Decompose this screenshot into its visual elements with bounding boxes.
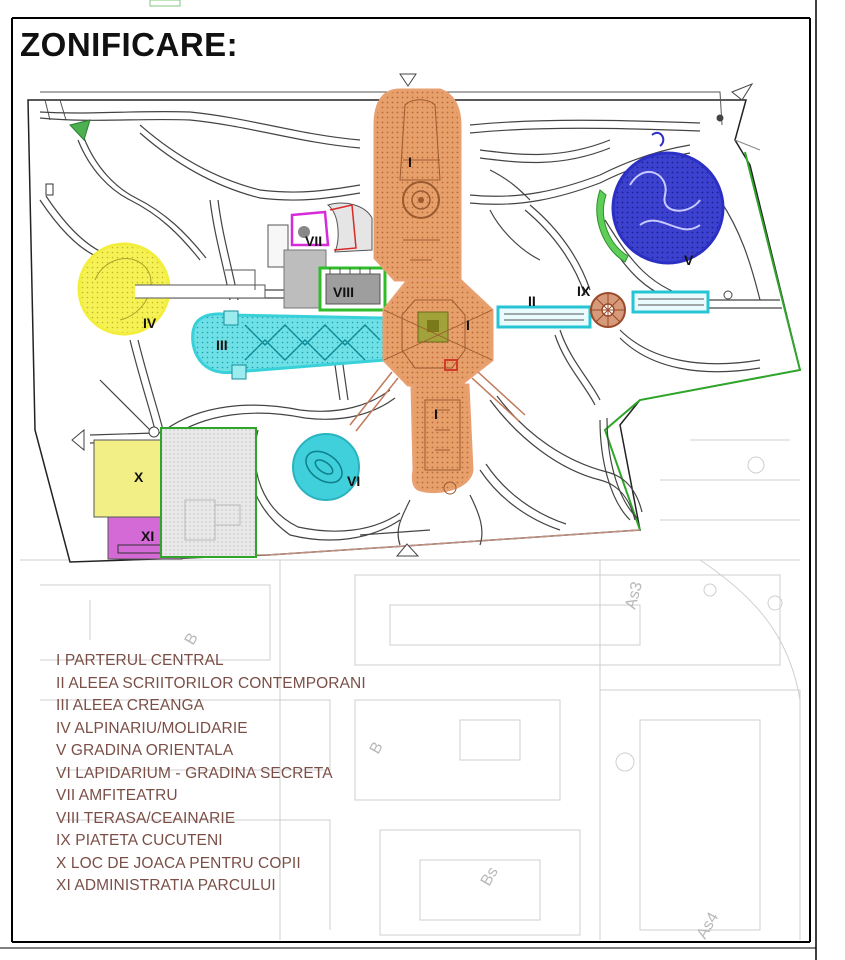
legend-item: IX PIATETA CUCUTENI xyxy=(56,832,223,849)
zone-label-i-north: I xyxy=(408,154,412,170)
zone-label-iii: III xyxy=(216,337,228,353)
zone-label-vi: VI xyxy=(347,473,361,489)
zone-label-v: V xyxy=(684,252,694,268)
legend-item: I PARTERUL CENTRAL xyxy=(56,652,224,669)
zone-viii-terasa xyxy=(320,268,385,310)
zone-label-x: X xyxy=(134,469,144,485)
legend-item: IV ALPINARIU/MOLIDARIE xyxy=(56,719,248,737)
bg-code-b: B xyxy=(366,739,387,757)
zone-legend xyxy=(56,650,366,898)
zone-x-loc-de-joaca xyxy=(94,440,161,517)
bg-code-b: B xyxy=(181,630,202,648)
zone-label-iv: IV xyxy=(143,315,157,331)
legend-item: V GRADINA ORIENTALA xyxy=(56,742,234,759)
sports-grounds-plot xyxy=(161,428,256,557)
page-title: ZONIFICARE: xyxy=(20,26,239,63)
legend-item: XI ADMINISTRATIA PARCULUI xyxy=(56,877,276,894)
bg-code-as4: As4 xyxy=(693,909,723,942)
zone-label-viii: VIII xyxy=(333,284,355,300)
bg-code-bs: Bs xyxy=(477,864,502,889)
zone-label-vii: VII xyxy=(305,233,323,249)
zone-label-ix: IX xyxy=(577,283,591,299)
legend-item: VI LAPIDARIUM - GRADINA SECRETA xyxy=(56,764,333,782)
legend-item: VII AMFITEATRU xyxy=(56,787,178,804)
zone-label-i-center: I xyxy=(466,317,470,333)
legend-item: II ALEEA SCRIITORILOR CONTEMPORANI xyxy=(56,674,366,692)
legend-item: X LOC DE JOACA PENTRU COPII xyxy=(56,854,301,872)
zone-label-ii: II xyxy=(528,293,536,309)
zone-vi-lapidarium xyxy=(293,434,360,500)
zone-label-xi: XI xyxy=(141,528,155,544)
zone-label-i-south: I xyxy=(434,406,438,422)
legend-item: III ALEEA CREANGA xyxy=(56,697,205,714)
bg-code-as3: As3 xyxy=(622,579,647,612)
legend-item: VIII TERASA/CEAINARIE xyxy=(56,809,236,827)
